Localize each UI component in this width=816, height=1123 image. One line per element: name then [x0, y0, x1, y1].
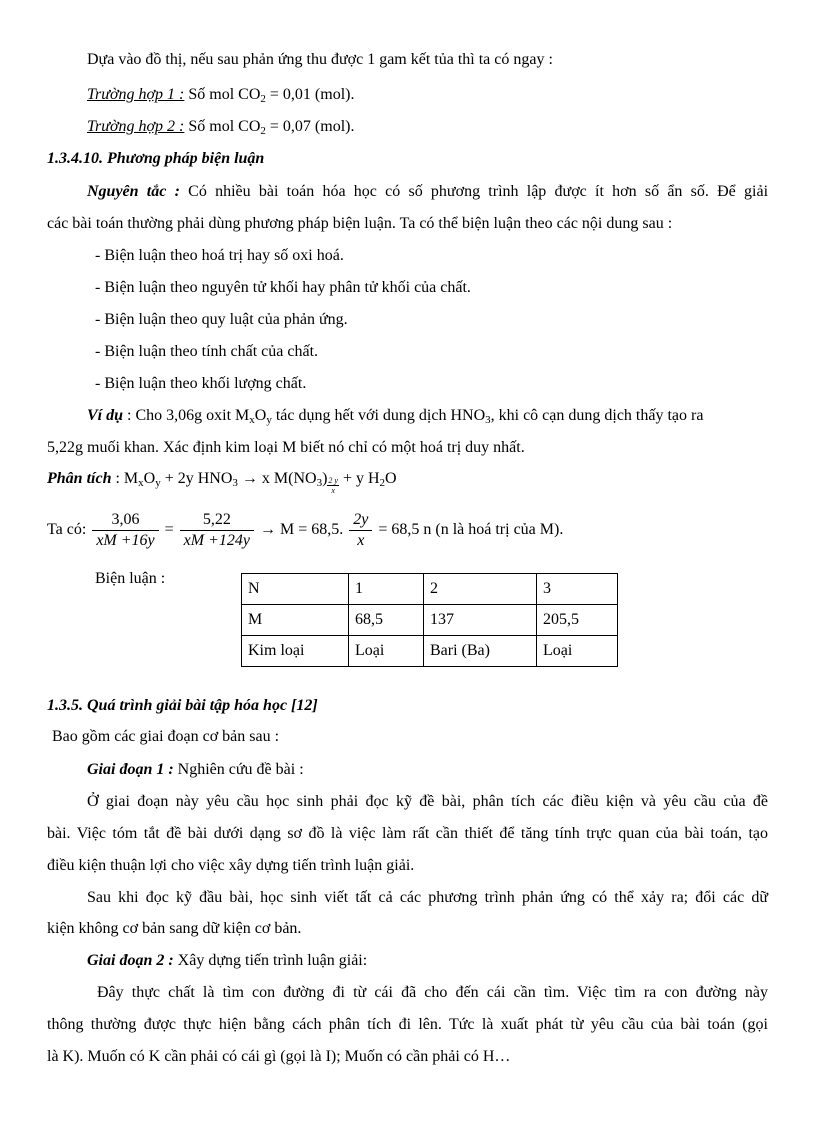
- fraction-1: $\frac{3,06}{xM +16y}$: [92, 510, 158, 551]
- paragraph-line: kiện không cơ bản sang dữ kiện cơ bản.: [47, 920, 302, 937]
- paragraph-line: Sau khi đọc kỹ đầu bài, học sinh viết tất cả các phương trình phản ứng có thể xảy ra; đổi các dữ: [87, 889, 768, 906]
- case-2-line: [87, 117, 354, 137]
- text-line: 5,22g muối khan. Xác định kim loại M biết nó chỉ có một hoá trị duy nhất.: [47, 439, 525, 456]
- fraction-3: $\frac{2y}{x}$: [349, 510, 372, 551]
- bullet-item: - Biện luận theo hoá trị hay số oxi hoá.: [95, 247, 344, 264]
- bullet-item: - Biện luận theo tính chất của chất.: [95, 343, 319, 360]
- case-2-label: Trường hợp 2 :: [87, 118, 185, 135]
- stage-2-label: Giai đoạn 2 :: [87, 952, 174, 969]
- table-cell: 137: [424, 605, 537, 636]
- stage-2-line: Giai đoạn 2 : Xây dựng tiến trình luận giải:: [87, 952, 368, 969]
- valence-table: [241, 573, 618, 667]
- case-1-line: [87, 85, 354, 105]
- subscript-fraction: $\frac{2 y}{x}$: [328, 476, 338, 495]
- text-line: các bài toán thường phải dùng phương pháp biện luận. Ta có thể biện luận theo các nội dung sau :: [47, 215, 673, 232]
- section-heading: 1.3.5. Quá trình giải bài tập hóa học [12]: [47, 697, 318, 714]
- paragraph-line: Đây thực chất là tìm con đường đi từ cái đã cho đến cái cần tìm. Việc tìm ra con đường này: [97, 984, 768, 1001]
- paragraph-line: điều kiện thuận lợi cho việc xây dựng tiến trình luận giải.: [47, 857, 415, 874]
- fraction-2: $\frac{5,22}{xM +124y}$: [180, 510, 254, 551]
- discussion-label: Biện luận :: [95, 570, 166, 587]
- analysis-label: Phân tích: [47, 470, 112, 487]
- table-cell: Loại: [537, 636, 618, 667]
- table-row: [242, 605, 618, 636]
- stage-1-line: Giai đoạn 1 : Nghiên cứu đề bài :: [87, 761, 304, 778]
- case-1-label: Trường hợp 1 :: [87, 86, 185, 103]
- principle-line: Nguyên tắc : Có nhiều bài toán hóa học có số phương trình lập được ít hơn số ẩn số. Để giải: [87, 183, 769, 200]
- table-cell: Bari (Ba): [424, 636, 537, 667]
- paragraph-line: bài. Việc tóm tắt đề bài dưới dạng sơ đồ là việc làm rất cần thiết để tăng tính trực quan của bài toán, tạo: [47, 825, 768, 842]
- example-line: Ví dụ : Cho 3,06g oxit $M_xO_y$ tác dụng hết với dung dịch $HNO_3$, khi cô cạn dung dịch thấy tạo ra: [87, 407, 704, 426]
- principle-label: Nguyên tắc :: [87, 183, 180, 200]
- paragraph-line: là K). Muốn có K cần phải có cái gì (gọi là I); Muốn có cần phải có H…: [47, 1048, 511, 1065]
- analysis-equation: Phân tích : $M_xO_y + 2y$ $HNO_3 \to x$ $M(NO_3)$ $\frac{2 y}{x}$ + y $H_2O$: [47, 470, 397, 495]
- text-line: Bao gồm các giai đoạn cơ bản sau :: [52, 728, 280, 745]
- table-row: [242, 574, 618, 605]
- stage-1-label: Giai đoạn 1 :: [87, 761, 174, 778]
- section-heading: 1.3.4.10. Phương pháp biện luận: [47, 150, 265, 167]
- table-cell: 1: [349, 574, 424, 605]
- text-line: Dựa vào đồ thị, nếu sau phản ứng thu được 1 gam kết tủa thì ta có ngay :: [87, 51, 553, 68]
- bullet-item: - Biện luận theo quy luật của phản ứng.: [95, 311, 348, 328]
- paragraph-line: thông thường được thực hiện bằng cách phân tích đi lên. Tức là xuất phát từ yêu cầu của bài toán (gọi: [47, 1016, 768, 1033]
- case-2-text: Số mol $CO_2 = 0,07$ (mol).: [188, 118, 355, 137]
- table-cell: N: [242, 574, 349, 605]
- table-cell: 68,5: [349, 605, 424, 636]
- table-cell: Loại: [349, 636, 424, 667]
- table-cell: 205,5: [537, 605, 618, 636]
- table-cell: M: [242, 605, 349, 636]
- table-cell: Kim loại: [242, 636, 349, 667]
- example-label: Ví dụ: [87, 407, 124, 424]
- table-row: [242, 636, 618, 667]
- bullet-item: - Biện luận theo nguyên tử khối hay phân tử khối của chất.: [95, 279, 471, 296]
- paragraph-line: Ở giai đoạn này yêu cầu học sinh phải đọc kỹ đề bài, phân tích các điều kiện và yêu cầu của đề: [87, 793, 768, 810]
- bullet-item: - Biện luận theo khối lượng chất.: [95, 375, 307, 392]
- table-cell: 2: [424, 574, 537, 605]
- table-cell: 3: [537, 574, 618, 605]
- ratio-equation: Ta có: $\frac{3,06}{xM +16y}$ = $\frac{5,22}{xM +124y}$ → M = 68,5. $\frac{2y}{x}$ = 68,5 n (n là hoá trị của M).: [47, 510, 564, 549]
- case-1-text: Số mol $CO_2 = 0,01$ (mol).: [188, 86, 355, 105]
